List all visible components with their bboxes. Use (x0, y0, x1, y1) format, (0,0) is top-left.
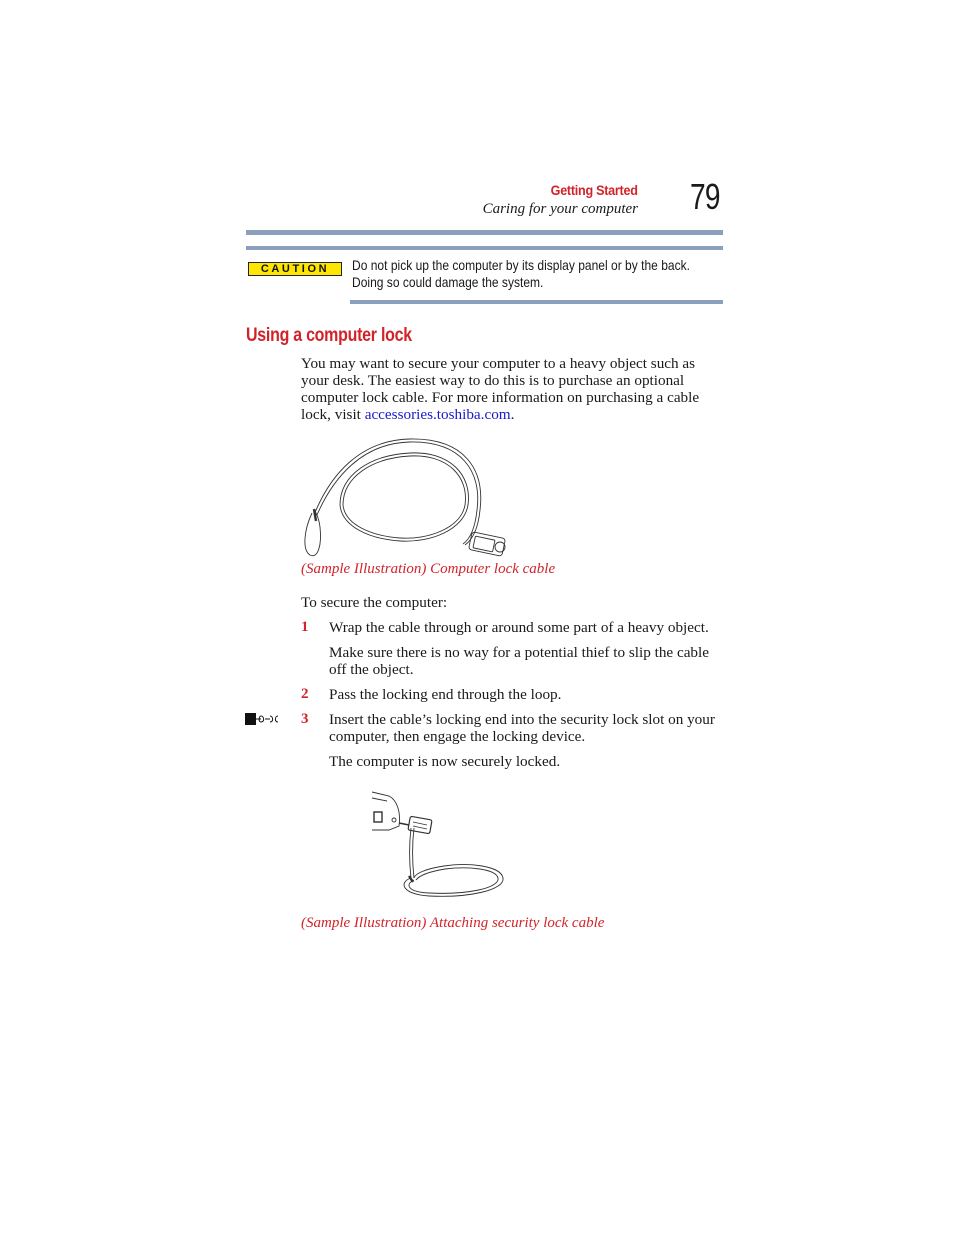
step-3-note: The computer is now securely locked. (329, 753, 561, 770)
caution-text: Do not pick up the computer by its display panel or by the back. Doing so could damage the system. (352, 257, 690, 290)
step-3-text: Insert the cable’s locking end into the security lock slot on your computer, then engage the locking device. (329, 711, 715, 745)
figure2-caption: (Sample Illustration) Attaching security lock cable (301, 915, 605, 931)
accessories-link[interactable]: accessories.toshiba.com (364, 406, 511, 423)
running-header-section: Getting Started (551, 182, 638, 198)
step-3-number: 3 (301, 711, 309, 727)
lock-cable-illustration (300, 435, 510, 559)
security-lock-icon (244, 712, 280, 726)
caution-bottom-rule (350, 300, 723, 304)
caution-top-rule (246, 246, 723, 250)
step-1-number: 1 (301, 619, 309, 635)
caution-badge: CAUTION (248, 262, 342, 276)
page-number: 79 (690, 176, 720, 217)
intro-end: . (510, 406, 515, 423)
step-2-text: Pass the locking end through the loop. (329, 686, 562, 703)
header-rule (246, 230, 723, 235)
section-title: Using a computer lock (246, 325, 412, 346)
intro-text: You may want to secure your computer to a heavy object such as your desk. The easiest way to do this is to purchase an optional computer lock cable. For more information on purchasing a cable lock, visit (301, 355, 700, 423)
intro-paragraph (301, 355, 721, 423)
figure1-caption: (Sample Illustration) Computer lock cable (301, 561, 556, 577)
step-2-number: 2 (301, 686, 309, 702)
step-1-text: Wrap the cable through or around some part of a heavy object. (329, 619, 709, 636)
step-1-note: Make sure there is no way for a potential thief to slip the cable off the object. (329, 644, 709, 678)
attaching-lock-illustration (369, 790, 509, 902)
running-header-subsection: Caring for your computer (482, 201, 638, 217)
steps-intro: To secure the computer: (301, 594, 448, 611)
